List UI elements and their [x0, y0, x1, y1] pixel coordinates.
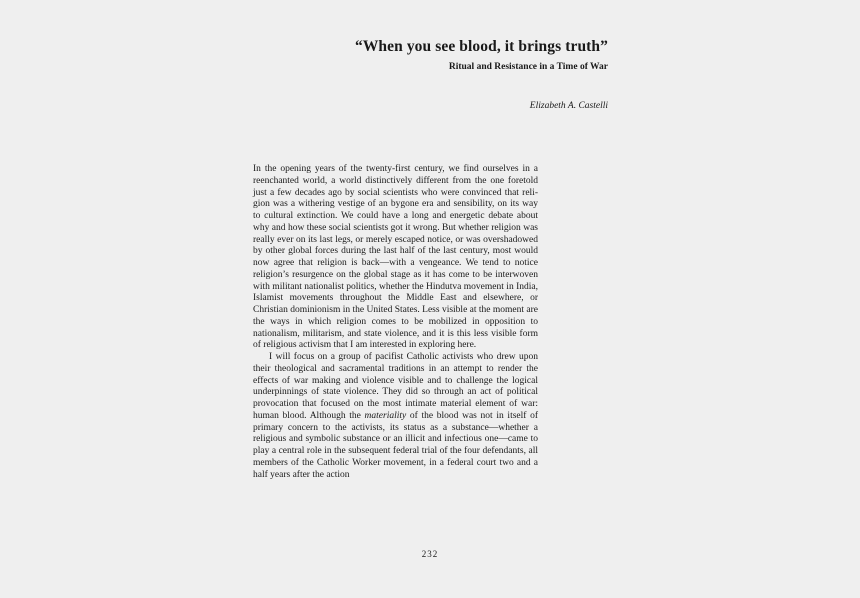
article-subtitle: Ritual and Resistance in a Time of War [448, 62, 608, 72]
page-number: 232 [421, 549, 439, 559]
paragraph-2 [253, 352, 538, 481]
paragraph-2-part-1: I will focus on a group of pacifist Catholic activists who drew upon their theological and sacramental traditions in an attempt to render the effects of war making and violence visible and to challenge the logical underpinnings of state violence. They did so through an act of political provocation that focused on the most intimate material element of war: human blood. Although the [253, 352, 538, 421]
paragraph-2-emphasis: materiality [364, 410, 407, 421]
paragraph-1: In the opening years of the twenty-first century, we find ourselves in a reenchanted world, a world distinctively different from the one foretold just a few decades ago by social scientists who were convinced that religion was a withering vestige of an bygone era and sensibility, on its way to cultural extinction. We could have a long and energetic debate about why and how these social scientists got it wrong. But whether religion was really ever on its last legs, or merely escaped notice, or was overshadowed by other global forces during the last half of the last century, most would now agree that religion is back—with a vengeance. We tend to notice religion’s resurgence on the global stage as it has come to be interwoven with militant nationalist politics, whether the Hindutva movement in India, Islamist movements throughout the Middle East and elsewhere, or Christian dominionism in the United States. Less visible at the moment are the ways in which religion comes to be mobilized in opposition to nationalism, militarism, and state violence, and it is this less visible form of religious activism that I am interested in exploring here. [253, 164, 538, 351]
article-title: “When you see blood, it brings truth” [354, 38, 608, 55]
author-name: Elizabeth A. Castelli [529, 101, 608, 111]
paragraph-2-part-2: of the blood was not in itself of primary concern to the activists, its status as a substance—whether a religious and symbolic substance or an illicit and infectious one—came to play a central role in the subsequent federal trial of the four defendants, all members of the Catholic Worker movement, in a federal court two and a half years after the action [253, 410, 539, 480]
body-text [253, 164, 538, 481]
